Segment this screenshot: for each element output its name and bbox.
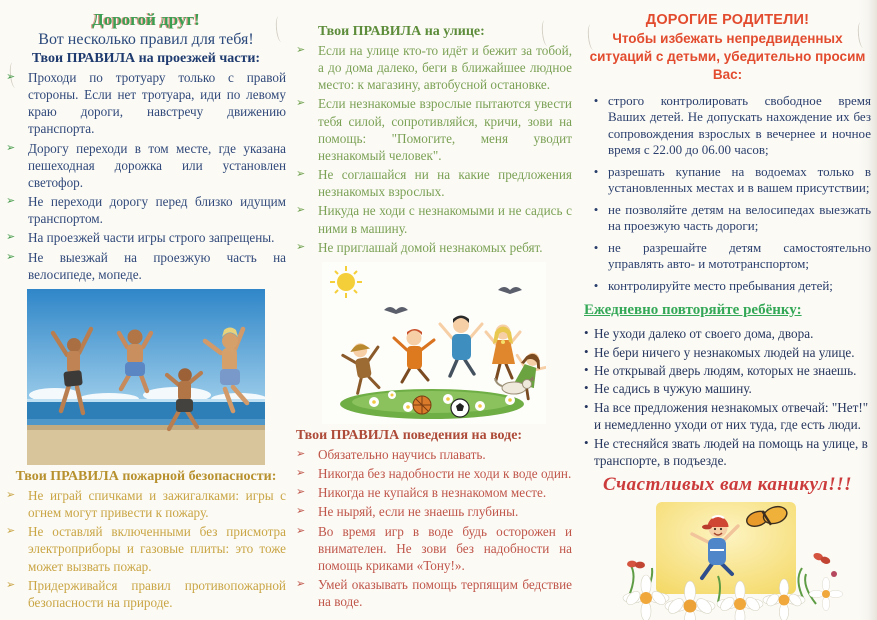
rule-item bbox=[6, 487, 286, 521]
rule-text: Не приглашай домой незнакомых ребят. bbox=[318, 239, 543, 255]
rule-item bbox=[584, 344, 871, 361]
arrow-bullet-icon: ➢ bbox=[6, 249, 16, 263]
rule-text: не позволяйте детям на велосипедах выезжать на проезжую часть дороги; bbox=[608, 201, 871, 234]
rule-text: На все предложения незнакомых отвечай: "Нет!" и немедленно уходи от них туда, где есть люди. bbox=[594, 399, 869, 433]
rule-text: Не стесняйся звать людей на помощь на улице, в транспорте, в подъезде. bbox=[594, 435, 868, 469]
arrow-bullet-icon: ➢ bbox=[296, 167, 306, 181]
rule-text: Никогда без надобности не ходи к воде один. bbox=[318, 466, 572, 482]
rule-text: Не соглашайся ни на какие предложения незнакомых взрослых. bbox=[318, 167, 572, 200]
street-rules-heading: Твои ПРАВИЛА на улице: bbox=[318, 24, 485, 39]
rule-text: Если на улице кто-то идёт и бежит за тобой, а до дома далеко, беги в ближайшее людное место: к магазину, автобусной остановке. bbox=[318, 43, 572, 93]
arrow-bullet-icon: ➢ bbox=[6, 70, 16, 83]
rule-text: Не садись в чужую машину. bbox=[594, 381, 752, 397]
arrow-bullet-icon: ➢ bbox=[296, 239, 306, 253]
panel1-subtitle: Вот несколько правил для тебя! bbox=[38, 31, 254, 48]
road-rules-heading: Твои ПРАВИЛА на проезжей части: bbox=[31, 51, 261, 66]
arrow-bullet-icon: ➢ bbox=[296, 576, 306, 590]
dot-bullet-icon: • bbox=[584, 434, 589, 450]
rule-text: Во время игр в воде будь осторожен и внимателен. Не зови без надобности на помощь криками «Тону!». bbox=[318, 523, 572, 573]
daily-repeat-heading: Ежедневно повторяйте ребёнку: bbox=[584, 302, 802, 319]
panel-child-road-fire bbox=[6, 0, 286, 620]
rule-item bbox=[6, 140, 286, 191]
closing-wish: Счастливых вам каникул!!! bbox=[603, 473, 852, 495]
boy-in-meadow-cartoon bbox=[608, 502, 848, 620]
rule-text: Не ныряй, если не знаешь глубины. bbox=[318, 504, 519, 520]
rule-text: Если незнакомые взрослые пытаются увести тебя силой, сопротивляйся, кричи, зови на помощь: "Помогите, меня уводит незнакомый человек". bbox=[318, 96, 572, 163]
rule-text: На проезжей части игры строго запрещены. bbox=[28, 230, 275, 246]
arrow-bullet-icon: ➢ bbox=[296, 446, 306, 460]
rule-text: Не уходи далеко от своего дома, двора. bbox=[594, 326, 814, 342]
water-rules-heading: Твои ПРАВИЛА поведения на воде: bbox=[296, 427, 523, 443]
water-rules-list bbox=[296, 446, 572, 610]
parents-subheading: Чтобы избежать непредвиденных ситуаций с детьми, убедительно просим Вас: bbox=[589, 31, 866, 83]
rule-item bbox=[296, 523, 572, 574]
fire-rules-list bbox=[6, 487, 286, 611]
arrow-bullet-icon: ➢ bbox=[296, 466, 306, 480]
rule-item bbox=[296, 465, 572, 482]
rule-item bbox=[584, 240, 871, 273]
rule-item bbox=[6, 523, 286, 574]
rule-item bbox=[584, 435, 871, 470]
rule-item bbox=[296, 42, 572, 93]
dot-bullet-icon: • bbox=[593, 201, 599, 217]
rule-text: не разрешайте детям самостоятельно управлять авто- и мототранспортом; bbox=[608, 239, 871, 272]
fire-rules-heading: Твои ПРАВИЛА пожарной безопасности: bbox=[15, 468, 277, 484]
daily-rules-list bbox=[584, 325, 871, 469]
dot-bullet-icon: • bbox=[593, 277, 599, 293]
dot-bullet-icon: • bbox=[584, 380, 589, 396]
rule-item bbox=[584, 202, 871, 235]
beach-kids-photo bbox=[27, 289, 265, 465]
rule-item bbox=[296, 484, 572, 501]
rule-text: Умей оказывать помощь терпящим бедствие на воде. bbox=[318, 576, 572, 610]
rule-item bbox=[584, 362, 871, 379]
rule-text: Никогда не купайся в незнакомом месте. bbox=[318, 485, 547, 501]
rule-text: Не бери ничего у незнакомых людей на улице. bbox=[594, 344, 855, 360]
panel-parents bbox=[584, 0, 871, 620]
rule-item bbox=[584, 278, 871, 295]
dot-bullet-icon: • bbox=[584, 362, 589, 377]
rule-text: разрешать купание на водоемах только в установленных местах и в вашем присутствии; bbox=[608, 163, 871, 196]
rule-text: Проходи по тротуару только с правой стороны. Если нет тротуара, иди по левому краю дороги, навстречу движению транспорта. bbox=[28, 70, 286, 137]
rule-item bbox=[296, 446, 572, 463]
dot-bullet-icon: • bbox=[584, 325, 589, 341]
panel1-title: Дорогой друг! bbox=[92, 10, 200, 29]
rule-item bbox=[296, 95, 572, 164]
rule-item bbox=[6, 229, 286, 246]
arrow-bullet-icon: ➢ bbox=[6, 487, 16, 501]
arrow-bullet-icon: ➢ bbox=[6, 194, 16, 208]
parent-rules-list bbox=[584, 93, 871, 295]
arrow-bullet-icon: ➢ bbox=[296, 485, 306, 499]
dot-bullet-icon: • bbox=[593, 239, 599, 255]
arrow-bullet-icon: ➢ bbox=[6, 230, 16, 244]
rule-item bbox=[296, 166, 572, 200]
rule-item bbox=[584, 399, 871, 434]
road-rules-list bbox=[6, 69, 286, 283]
rule-text: Обязательно научись плавать. bbox=[318, 446, 486, 462]
street-rules-list bbox=[296, 42, 572, 256]
rule-item bbox=[6, 249, 286, 283]
rule-text: Придерживайся правил противопожарной безопасности на природе. bbox=[28, 577, 286, 610]
arrow-bullet-icon: ➢ bbox=[296, 96, 306, 110]
rule-item bbox=[6, 577, 286, 611]
rule-text: Никуда не ходи с незнакомыми и не садись с ними в машину. bbox=[318, 203, 572, 236]
arrow-bullet-icon: ➢ bbox=[6, 140, 16, 154]
rule-item bbox=[6, 69, 286, 138]
rule-item bbox=[296, 503, 572, 520]
rule-item bbox=[584, 93, 871, 159]
rule-text: Не играй спичками и зажигалками: игры с огнем могут привести к пожару. bbox=[28, 487, 286, 521]
rule-item bbox=[584, 164, 871, 197]
arrow-bullet-icon: ➢ bbox=[296, 523, 306, 537]
jumping-kids-cartoon bbox=[322, 262, 546, 424]
parents-heading: ДОРОГИЕ РОДИТЕЛИ! bbox=[645, 12, 810, 28]
panel-street-water bbox=[296, 0, 572, 620]
arrow-bullet-icon: ➢ bbox=[6, 524, 16, 538]
arrow-bullet-icon: ➢ bbox=[296, 203, 306, 217]
rule-item bbox=[296, 202, 572, 236]
rule-text: контролируйте место пребывания детей; bbox=[608, 277, 833, 293]
rule-item bbox=[584, 380, 871, 397]
rule-text: Не выезжай на проезжую часть на велосипеде, мопеде. bbox=[28, 249, 286, 282]
rule-text: Не открывай дверь людям, которых не знаешь. bbox=[594, 363, 857, 378]
dot-bullet-icon: • bbox=[584, 343, 589, 359]
dot-bullet-icon: • bbox=[593, 163, 599, 179]
dot-bullet-icon: • bbox=[593, 92, 599, 108]
rule-text: Дорогу переходи в том месте, где указана пешеходная дорожка или установлен светофор. bbox=[28, 140, 286, 190]
rule-text: строго контролировать свободное время Ваших детей. Не допускать нахождение их без сопровождения взрослых в вечернее и ночное время с 22.00 до 06.00 часов; bbox=[608, 92, 871, 158]
rule-text: Не оставляй включенными без присмотра электроприборы и газовые плиты: это тоже может вызвать пожар. bbox=[28, 524, 286, 574]
rule-item bbox=[296, 239, 572, 256]
arrow-bullet-icon: ➢ bbox=[6, 577, 16, 591]
rule-item bbox=[584, 325, 871, 342]
arrow-bullet-icon: ➢ bbox=[296, 504, 306, 518]
rule-text: Не переходи дорогу перед близко идущим транспортом. bbox=[28, 194, 286, 227]
arrow-bullet-icon: ➢ bbox=[296, 43, 306, 56]
dot-bullet-icon: • bbox=[584, 398, 589, 414]
rule-item bbox=[6, 193, 286, 227]
rule-item bbox=[296, 576, 572, 610]
